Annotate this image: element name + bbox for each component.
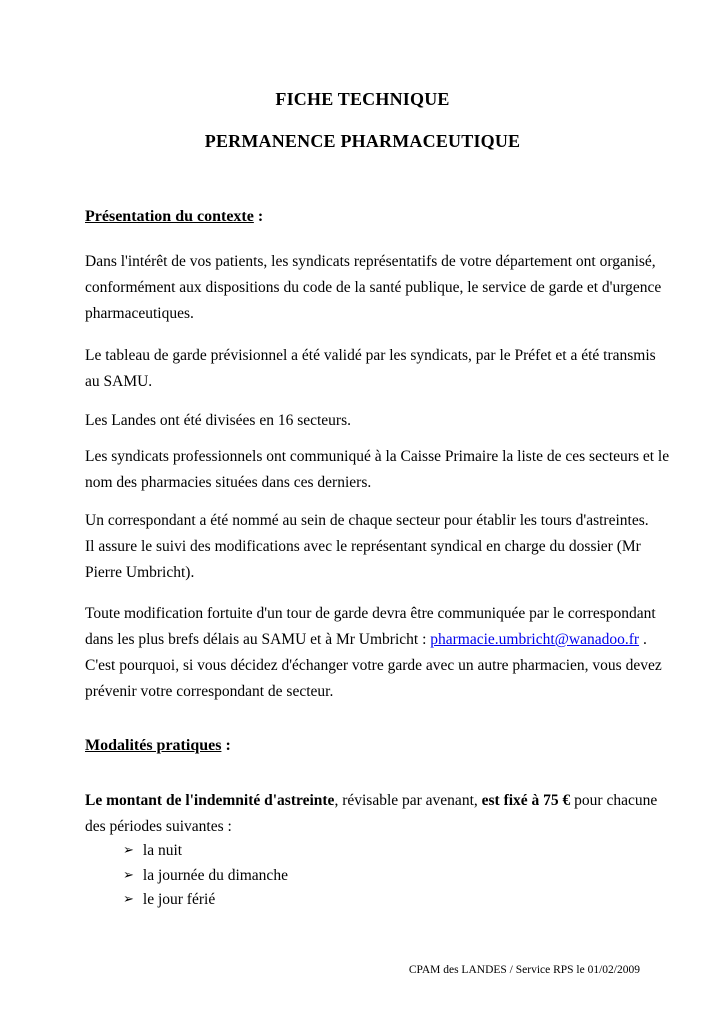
paragraph-indemnite: [85, 788, 658, 840]
text-line: Toute modification fortuite d'un tour de garde devra être communiquée par le correspondant: [85, 605, 656, 622]
section-heading-contexte-text: Présentation du contexte: [85, 208, 254, 225]
text-line: Pierre Umbricht).: [85, 564, 195, 581]
section-heading-contexte-colon: :: [253, 208, 264, 225]
text-line: Les Landes ont été divisées en 16 secteurs.: [85, 412, 351, 429]
paragraph-correspondant: [85, 508, 649, 586]
list-item-label: la nuit: [142, 842, 183, 859]
list-item-ferie: [123, 887, 215, 913]
paragraph-modification: [85, 601, 662, 705]
paragraph-intro: [85, 249, 662, 327]
text-line-with-email: [85, 627, 647, 653]
text-line: conformément aux dispositions du code de la santé publique, le service de garde et d'urgence: [85, 279, 662, 296]
text-pour-chacune: pour chacune: [570, 792, 658, 809]
document-title-line2: PERMANENCE PHARMACEUTIQUE: [204, 131, 521, 151]
text-before-email: dans les plus brefs délais au SAMU et à Mr Umbricht :: [85, 631, 431, 648]
arrow-bullet-icon: ➢: [123, 843, 134, 858]
text-line: Dans l'intérêt de vos patients, les syndicats représentatifs de votre département ont organisé,: [85, 253, 656, 270]
list-item-label: le jour férié: [142, 891, 216, 908]
paragraph-tableau-garde: [85, 343, 656, 395]
text-line: prévenir votre correspondant de secteur.: [85, 683, 334, 700]
list-item-nuit: [123, 838, 182, 864]
arrow-bullet-icon: ➢: [123, 868, 134, 883]
paragraph-syndicats: [85, 444, 670, 496]
section-heading-modalites-text: Modalités pratiques: [85, 737, 222, 754]
text-line: des périodes suivantes :: [85, 818, 232, 835]
list-item-dimanche: [123, 863, 288, 889]
section-heading-modalites: [85, 733, 640, 759]
text-line: Les syndicats professionnels ont communiqué à la Caisse Primaire la liste de ces secteurs et le: [85, 448, 670, 465]
text-line-indemnite: [85, 788, 658, 814]
text-line: C'est pourquoi, si vous décidez d'échanger votre garde avec un autre pharmacien, vous devez: [85, 657, 662, 674]
text-line: Le tableau de garde prévisionnel a été validé par les syndicats, par le Préfet et a été transmis: [85, 347, 656, 364]
text-line: Il assure le suivi des modifications avec le représentant syndical en charge du dossier (Mr: [85, 538, 641, 555]
section-heading-modalites-colon: :: [221, 737, 231, 754]
text-line: Un correspondant a été nommé au sein de chaque secteur pour établir les tours d'astreintes.: [85, 512, 649, 529]
email-link[interactable]: pharmacie.umbricht@wanadoo.fr: [430, 631, 640, 648]
list-item-label: la journée du dimanche: [142, 867, 288, 884]
section-heading-contexte: [85, 204, 640, 230]
text-line: pharmaceutiques.: [85, 305, 194, 322]
bold-indemnite: Le montant de l'indemnité d'astreinte: [85, 792, 335, 809]
arrow-bullet-icon: ➢: [123, 892, 134, 907]
page-footer: CPAM des LANDES / Service RPS le 01/02/2009: [408, 964, 640, 976]
text-after-email: .: [639, 631, 647, 648]
text-line: nom des pharmacies situées dans ces derniers.: [85, 474, 372, 491]
document-title-line1: FICHE TECHNIQUE: [275, 89, 450, 109]
paragraph-secteurs: [85, 408, 640, 434]
text-line: au SAMU.: [85, 373, 153, 390]
text-revisable: , révisable par avenant,: [334, 792, 482, 809]
bold-montant-75-euros: est fixé à 75 €: [481, 792, 571, 809]
